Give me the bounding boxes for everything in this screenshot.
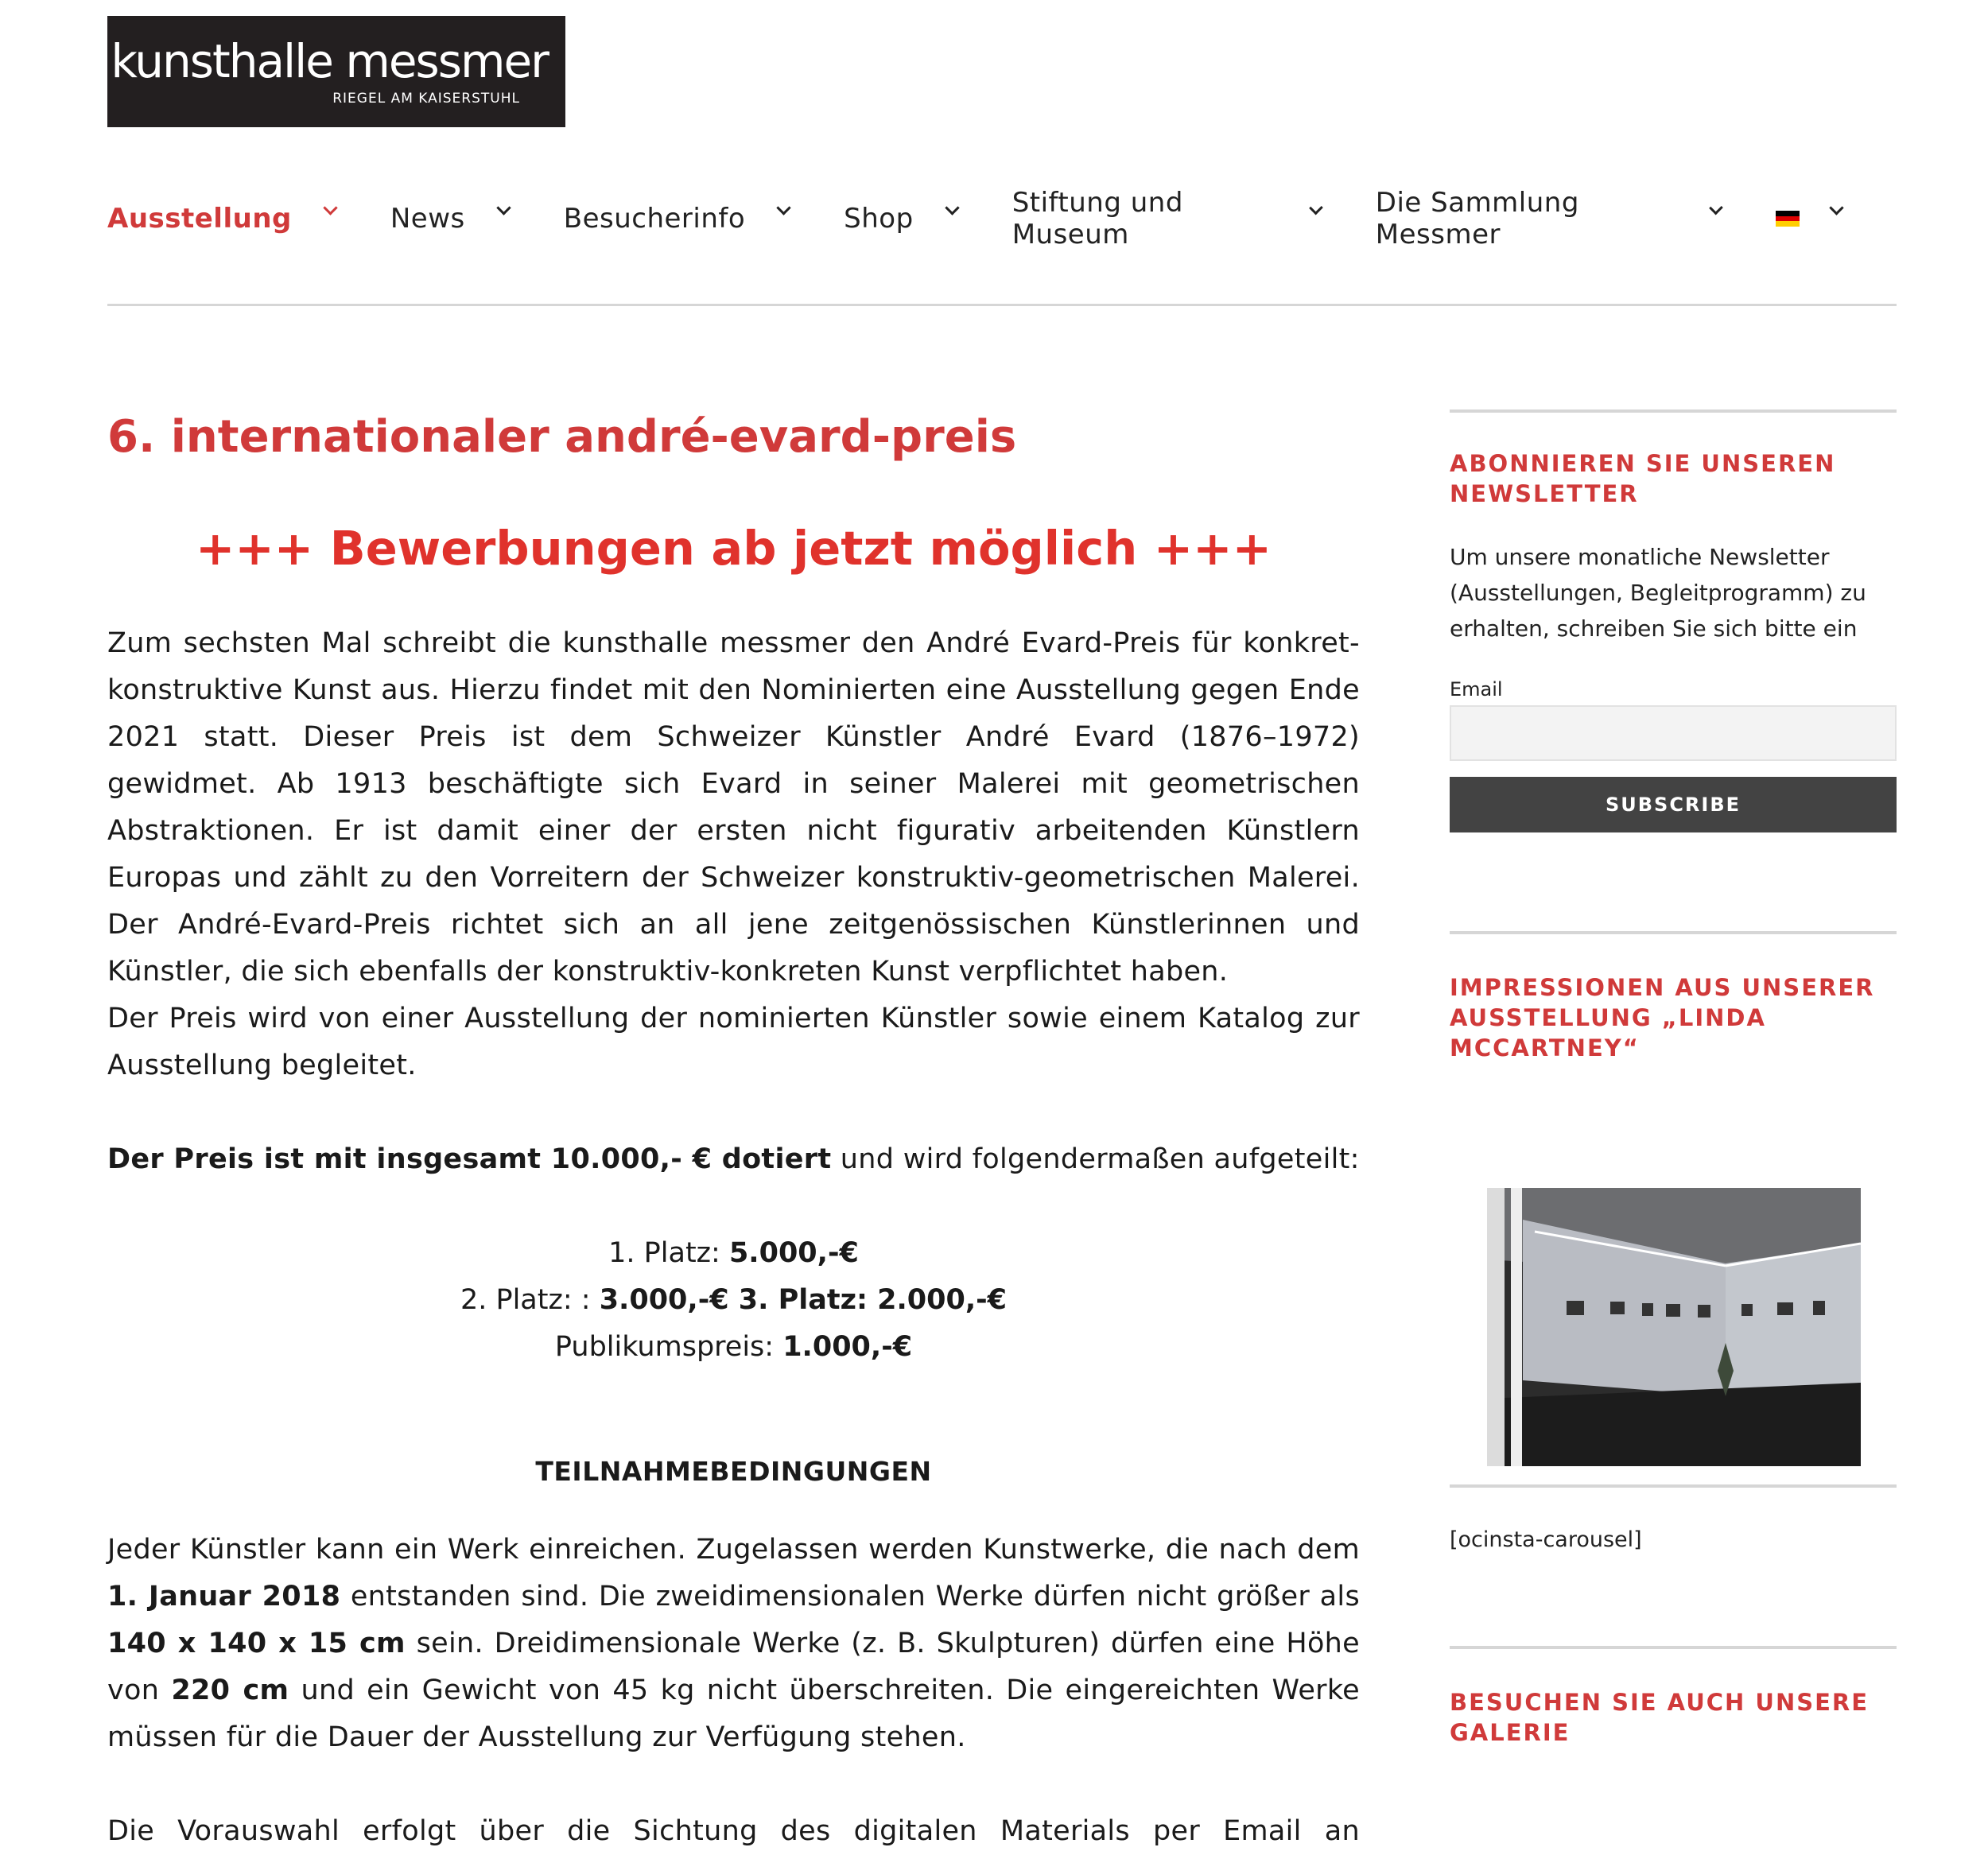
conditions-text: entstanden sind. Die zweidimensionalen Werke dürfen nicht größer als	[340, 1581, 1360, 1612]
exhibition-photo[interactable]	[1487, 1188, 1861, 1466]
nav-label: Ausstellung	[107, 203, 292, 235]
chevron-down-icon[interactable]	[323, 200, 337, 215]
prize-value: 3.000,-€ 3. Platz: 2.000,-€	[599, 1284, 1008, 1316]
german-flag-icon	[1776, 211, 1800, 227]
intro-paragraph-2: Der Preis wird von einer Ausstellung der nominierten Künstler sowie einem Katalog zur Ausstellung begleitet.	[107, 1003, 1360, 1081]
prize-list	[107, 1230, 1360, 1371]
email-input[interactable]	[1450, 705, 1897, 761]
impressions-image-wrapper	[1450, 1063, 1897, 1484]
nav-item-news[interactable]	[390, 195, 509, 243]
nav-item-sammlung[interactable]	[1375, 187, 1721, 250]
conditions-paragraph	[107, 1527, 1360, 1761]
prize-intro	[107, 1136, 1360, 1183]
nav-item-besucherinfo[interactable]	[564, 195, 789, 243]
email-label: Email	[1450, 678, 1503, 700]
sidebar-divider	[1450, 1646, 1897, 1649]
logo-wordmark: kunsthalle messmer	[111, 34, 548, 88]
prize-label: Publikumspreis:	[554, 1331, 783, 1363]
conditions-text: und ein Gewicht von 45 kg nicht überschreiten. Die eingereichten Werke müssen für die Dauer der Ausstellung zur Verfügung stehen.	[107, 1675, 1361, 1753]
conditions-size: 140 x 140 x 15 cm	[107, 1628, 406, 1659]
prize-total: Der Preis ist mit insgesamt 10.000,- € dotiert	[107, 1143, 832, 1175]
nav-label: Shop	[844, 203, 914, 235]
logo-tagline: RIEGEL AM KAISERSTUHL	[332, 91, 520, 107]
sidebar-divider	[1450, 1484, 1897, 1488]
nav-item-ausstellung[interactable]	[107, 195, 336, 243]
sidebar	[1450, 409, 1897, 1748]
site-logo[interactable]	[107, 16, 565, 127]
impressions-title: IMPRESSIONEN AUS UNSERER AUSSTELLUNG „LINDA MCCARTNEY“	[1450, 974, 1875, 1061]
conditions-heading: TEILNAHMEBEDINGUNGEN	[535, 1456, 932, 1487]
sidebar-divider	[1450, 409, 1897, 413]
chevron-down-icon[interactable]	[945, 200, 959, 215]
conditions-text: sein. Dreidimensionale Werke (z. B. Skulpturen) dürfen eine Höhe von	[107, 1628, 1360, 1706]
main-nav	[107, 187, 1897, 250]
nav-item-shop[interactable]	[844, 195, 957, 243]
newsletter-title: ABONNIEREN SIE UNSEREN NEWSLETTER	[1450, 450, 1836, 507]
article	[107, 409, 1360, 1855]
page-title: 6. internationaler andré-evard-preis	[107, 411, 1017, 463]
article-subtitle: +++ Bewerbungen ab jetzt möglich +++	[195, 521, 1272, 576]
intro-paragraph: Zum sechsten Mal schreibt die kunsthalle messmer den André Evard-Preis für konkret-konstruktive Kunst aus. Hierzu findet mit den Nominierten eine Ausstellung gegen Ende 2021 statt. Dieser Preis ist dem Schweizer Künstler André Evard (1876–1972) gewidmet. Ab 1913 beschäftigte sich Evard in seiner Malerei mit geometrischen Abstraktionen. Er ist damit einer der ersten nicht figurativ arbeitenden Künstlern Europas und zählt zu den Vorreitern der Schweizer konstruktiv-geometrischen Malerei. Der André-Evard-Preis richtet sich an all jene zeitgenössischen Künstlerinnen und Künstler, die sich ebenfalls der konstruktiv-konkreten Kunst verpflichtet haben.	[107, 627, 1360, 988]
prize-first	[107, 1230, 1360, 1277]
chevron-down-icon[interactable]	[496, 200, 511, 215]
prize-second	[107, 1277, 1360, 1324]
nav-item-language[interactable]	[1776, 195, 1842, 243]
nav-label: Besucherinfo	[563, 203, 746, 235]
prize-public	[107, 1324, 1360, 1371]
subscribe-button[interactable]: SUBSCRIBE	[1450, 777, 1897, 832]
nav-label: Die Sammlung Messmer	[1375, 187, 1579, 250]
sidebar-divider	[1450, 931, 1897, 934]
prize-label: 1. Platz:	[608, 1237, 729, 1269]
nav-label: Stiftung und Museum	[1011, 187, 1183, 250]
chevron-down-icon[interactable]	[776, 200, 790, 215]
nav-label: News	[390, 203, 465, 235]
conditions-text: Jeder Künstler kann ein Werk einreichen. Zugelassen werden Kunstwerke, die nach dem	[107, 1534, 1360, 1566]
prize-value: 5.000,-€	[728, 1237, 859, 1269]
header-divider	[107, 304, 1897, 306]
preselection-paragraph: Die Vorauswahl erfolgt über die Sichtung des digitalen Materials per Email an	[107, 1815, 1360, 1847]
instagram-carousel-shortcode: [ocinsta-carousel]	[1450, 1527, 1642, 1552]
prize-label: 2. Platz: :	[460, 1284, 600, 1316]
chevron-down-icon[interactable]	[1309, 200, 1323, 215]
newsletter-text: Um unsere monatliche Newsletter (Ausstellungen, Begleitprogramm) zu erhalten, schreiben Sie sich bitte ein	[1450, 544, 1866, 642]
conditions-date: 1. Januar 2018	[107, 1581, 341, 1612]
gallery-title: BESUCHEN SIE AUCH UNSERE GALERIE	[1450, 1689, 1870, 1746]
nav-item-stiftung[interactable]	[1011, 187, 1321, 250]
chevron-down-icon[interactable]	[1709, 200, 1723, 215]
conditions-height: 220 cm	[171, 1675, 289, 1706]
chevron-down-icon[interactable]	[1829, 200, 1843, 215]
prize-value: 1.000,-€	[782, 1331, 913, 1363]
prize-split-text: und wird folgendermaßen aufgeteilt:	[831, 1143, 1360, 1175]
